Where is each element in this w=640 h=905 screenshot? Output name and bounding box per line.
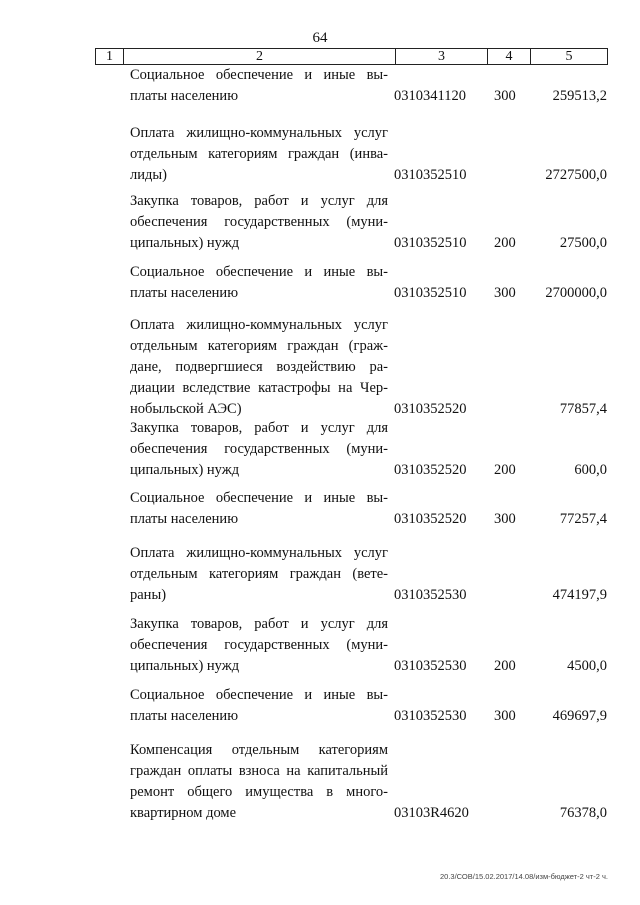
row-expense-type: 200 <box>494 658 516 674</box>
row-description <box>130 685 388 727</box>
row-code: 03103R4620 <box>394 805 469 821</box>
row-code: 0310352510 <box>394 235 467 251</box>
header-col-3: 3 <box>396 49 488 64</box>
description-line: ципальных) нужд <box>130 462 240 478</box>
description-line: Оплата жилищно-коммунальных услуг <box>130 125 388 141</box>
description-line: ципальных) нужд <box>130 658 240 674</box>
description-line: Компенсация отдельным категориям <box>130 742 388 758</box>
row-amount: 77857,4 <box>559 401 607 417</box>
page-number: 64 <box>312 30 328 46</box>
row-amount: 4500,0 <box>567 658 607 674</box>
description-line: нобыльской АЭС) <box>130 401 242 417</box>
description-line: Социальное обеспечение и иные вы- <box>130 490 388 506</box>
row-amount: 77257,4 <box>559 511 607 527</box>
description-line: Закупка товаров, работ и услуг для <box>130 193 388 209</box>
description-line: платы населению <box>130 285 239 301</box>
row-description <box>130 123 388 186</box>
row-description <box>130 65 388 107</box>
row-amount: 259513,2 <box>552 88 607 104</box>
description-line: платы населению <box>130 708 239 724</box>
description-line: дане, подвергшиеся воздействию ра- <box>130 359 388 375</box>
description-line: Закупка товаров, работ и услуг для <box>130 616 388 632</box>
row-amount: 469697,9 <box>552 708 607 724</box>
row-code: 0310352520 <box>394 511 467 527</box>
row-code: 0310352530 <box>394 708 467 724</box>
row-code: 0310352520 <box>394 401 467 417</box>
row-expense-type: 200 <box>494 462 516 478</box>
description-line: ципальных) нужд <box>130 235 240 251</box>
description-line: отдельным категориям граждан (вете- <box>130 566 388 582</box>
description-line: Социальное обеспечение и иные вы- <box>130 687 388 703</box>
footer-stamp: 20.3/СОВ/15.02.2017/14.08/изм-бюджет-2 чт-2 ч. <box>440 872 608 881</box>
description-line: обеспечения государственных (муни- <box>130 441 388 457</box>
header-col-2: 2 <box>124 49 396 64</box>
description-line: Закупка товаров, работ и услуг для <box>130 420 388 436</box>
row-amount: 2727500,0 <box>545 167 607 183</box>
row-description <box>130 543 388 606</box>
description-line: ремонт общего имущества в много- <box>130 784 388 800</box>
description-line: лиды) <box>130 167 167 183</box>
table-header <box>95 48 608 65</box>
description-line: обеспечения государственных (муни- <box>130 637 388 653</box>
description-line: обеспечения государственных (муни- <box>130 214 388 230</box>
row-description <box>130 191 388 254</box>
row-description <box>130 740 388 824</box>
row-description <box>130 488 388 530</box>
row-expense-type: 300 <box>494 285 516 301</box>
row-code: 0310352520 <box>394 462 467 478</box>
row-description <box>130 262 388 304</box>
description-line: Социальное обеспечение и иные вы- <box>130 264 388 280</box>
row-expense-type: 300 <box>494 511 516 527</box>
row-code: 0310352530 <box>394 658 467 674</box>
row-description <box>130 315 388 420</box>
description-line: Оплата жилищно-коммунальных услуг <box>130 545 388 561</box>
description-line: раны) <box>130 587 167 603</box>
row-amount: 2700000,0 <box>545 285 607 301</box>
row-code: 0310352510 <box>394 285 467 301</box>
header-col-4: 4 <box>488 49 531 64</box>
row-description <box>130 418 388 481</box>
row-amount: 474197,9 <box>552 587 607 603</box>
row-code: 0310352530 <box>394 587 467 603</box>
row-description <box>130 614 388 677</box>
description-line: Оплата жилищно-коммунальных услуг <box>130 317 388 333</box>
row-amount: 27500,0 <box>559 235 607 251</box>
row-code: 0310341120 <box>394 88 466 104</box>
row-code: 0310352510 <box>394 167 467 183</box>
row-amount: 76378,0 <box>559 805 607 821</box>
row-amount: 600,0 <box>574 462 607 478</box>
header-col-1: 1 <box>96 49 124 64</box>
description-line: отдельным категориям граждан (граж- <box>130 338 388 354</box>
description-line: квартирном доме <box>130 805 237 821</box>
description-line: диации вследствие катастрофы на Чер- <box>130 380 388 396</box>
description-line: Социальное обеспечение и иные вы- <box>130 67 388 83</box>
description-line: платы населению <box>130 511 239 527</box>
row-expense-type: 300 <box>494 88 516 104</box>
description-line: платы населению <box>130 88 239 104</box>
header-col-5: 5 <box>565 48 573 64</box>
row-expense-type: 300 <box>494 708 516 724</box>
description-line: граждан оплаты взноса на капитальный <box>130 763 388 779</box>
row-expense-type: 200 <box>494 235 516 251</box>
description-line: отдельным категориям граждан (инва- <box>130 146 388 162</box>
